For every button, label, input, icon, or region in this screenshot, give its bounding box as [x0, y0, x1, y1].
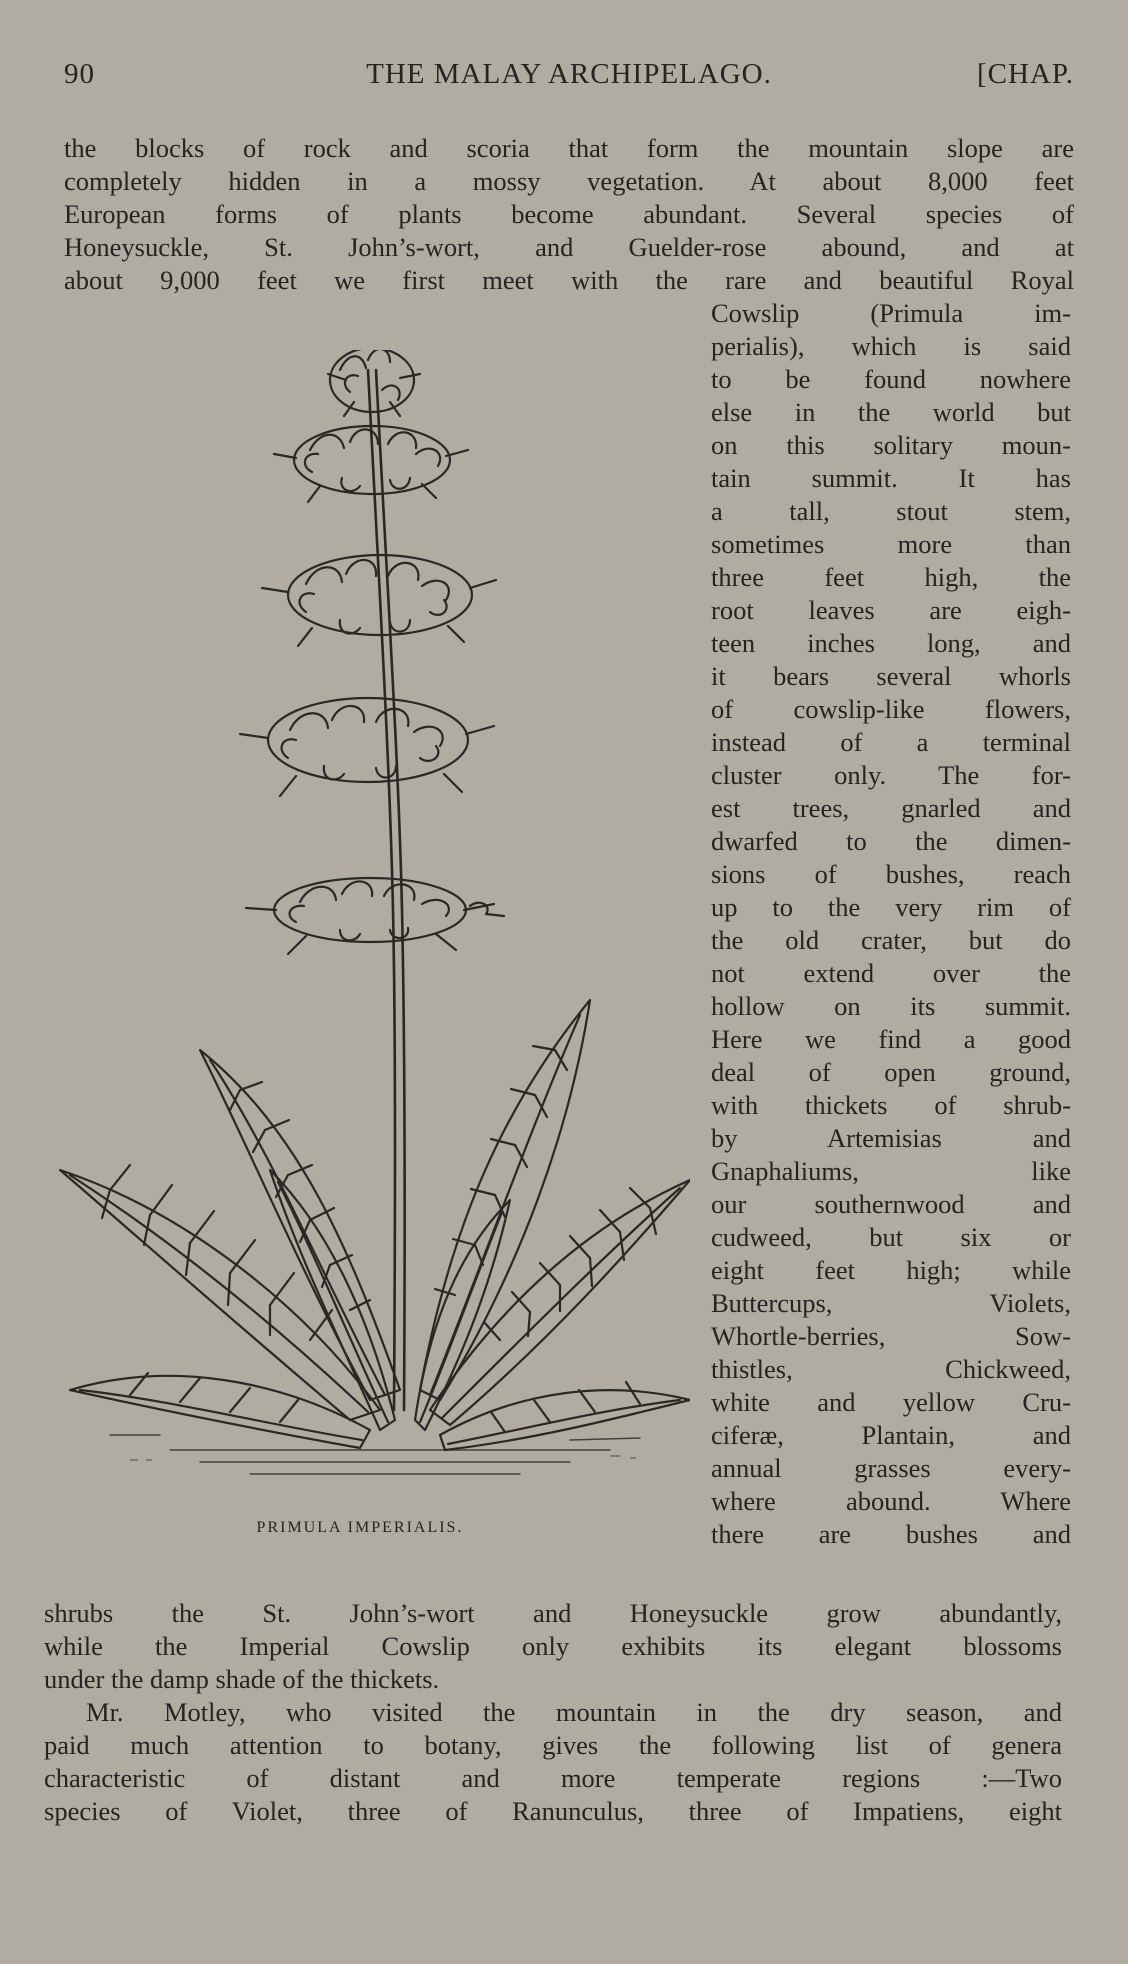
text-line: Mr. Motley, who visited the mountain in the dry season, and: [86, 1697, 1062, 1727]
text-line: three feet high, the: [711, 562, 1071, 592]
text-line: annual grasses every-: [711, 1453, 1071, 1483]
text-line: Gnaphaliums, like: [711, 1156, 1071, 1186]
ground-dashes: [130, 1456, 636, 1460]
text-line: our southernwood and: [711, 1189, 1071, 1219]
text-line: cudweed, but six or: [711, 1222, 1071, 1252]
leaf-right-tall: [420, 1000, 590, 1400]
text-line: perialis), which is said: [711, 331, 1071, 361]
text-line: Whortle-berries, Sow-: [711, 1321, 1071, 1351]
text-line: to be found nowhere: [711, 364, 1071, 394]
flower-whorl-5: [246, 878, 504, 954]
text-line: instead of a terminal: [711, 727, 1071, 757]
text-line: eight feet high; while: [711, 1255, 1071, 1285]
text-line: Cowslip (Primula im-: [711, 298, 1071, 328]
text-line: the blocks of rock and scoria that form the mountain slope are: [64, 133, 1074, 163]
text-line: about 9,000 feet we first meet with the rare and beautiful Royal: [64, 265, 1074, 295]
page-header: [64, 58, 1074, 98]
text-line: there are bushes and: [711, 1519, 1071, 1549]
text-line: a tall, stout stem,: [711, 496, 1071, 526]
text-line: Here we find a good: [711, 1024, 1071, 1054]
text-line: teen inches long, and: [711, 628, 1071, 658]
text-line: else in the world but: [711, 397, 1071, 427]
flower-whorl-1: [328, 350, 420, 416]
text-line: root leaves are eigh-: [711, 595, 1071, 625]
text-line: completely hidden in a mossy vegetation. At about 8,000 feet: [64, 166, 1074, 196]
flower-whorl-4: [240, 698, 494, 796]
leaf-left-lower: [70, 1373, 370, 1448]
text-line: sometimes more than: [711, 529, 1071, 559]
side-column-text: [711, 297, 1071, 1551]
text-line: not extend over the: [711, 958, 1071, 988]
text-line: ciferæ, Plantain, and: [711, 1420, 1071, 1450]
text-line: Honeysuckle, St. John’s-wort, and Guelder-rose abound, and at: [64, 232, 1074, 262]
figure-caption: PRIMULA IMPERIALIS.: [256, 1519, 464, 1536]
text-line: European forms of plants become abundant. Several species of: [64, 199, 1074, 229]
ground-hatching: [110, 1435, 640, 1474]
text-line: on this solitary moun-: [711, 430, 1071, 460]
text-line: while the Imperial Cowslip only exhibits its elegant blossoms: [44, 1631, 1062, 1661]
text-line: thistles, Chickweed,: [711, 1354, 1071, 1384]
text-line: of cowslip-like flowers,: [711, 694, 1071, 724]
chapter-marker: [CHAP.: [976, 58, 1074, 90]
text-line: the old crater, but do: [711, 925, 1071, 955]
text-line: est trees, gnarled and: [711, 793, 1071, 823]
text-line: white and yellow Cru-: [711, 1387, 1071, 1417]
text-line: characteristic of distant and more temperate regions :—Two: [44, 1763, 1062, 1793]
text-line: hollow on its summit.: [711, 991, 1071, 1021]
primula-illustration: [50, 350, 690, 1505]
text-line: shrubs the St. John’s-wort and Honeysuckle grow abundantly,: [44, 1598, 1062, 1628]
top-paragraph: [64, 132, 1074, 297]
bottom-paragraph: [44, 1597, 1062, 1828]
page-number: 90: [64, 58, 95, 90]
text-line: paid much attention to botany, gives the following list of genera: [44, 1730, 1062, 1760]
text-line: up to the very rim of: [711, 892, 1071, 922]
text-line: cluster only. The for-: [711, 760, 1071, 790]
text-line: deal of open ground,: [711, 1057, 1071, 1087]
text-line: under the damp shade of the thickets.: [44, 1664, 440, 1694]
text-line: dwarfed to the dimen-: [711, 826, 1071, 856]
text-line: tain summit. It has: [711, 463, 1071, 493]
text-line: species of Violet, three of Ranunculus, three of Impatiens, eight: [44, 1796, 1062, 1826]
text-line: Buttercups, Violets,: [711, 1288, 1071, 1318]
text-line: sions of bushes, reach: [711, 859, 1071, 889]
text-line: where abound. Where: [711, 1486, 1071, 1516]
text-line: it bears several whorls: [711, 661, 1071, 691]
running-title: THE MALAY ARCHIPELAGO.: [366, 58, 772, 90]
text-line: with thickets of shrub-: [711, 1090, 1071, 1120]
leaf-right-upper: [430, 1180, 690, 1425]
flower-stem: [368, 370, 405, 1410]
leaf-right-lower: [440, 1382, 690, 1450]
text-line: by Artemisias and: [711, 1123, 1071, 1153]
